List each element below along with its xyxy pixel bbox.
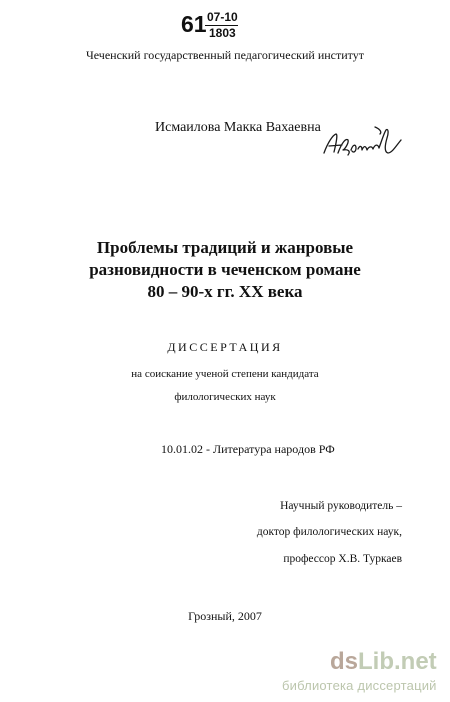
- registration-code-top: 07-10: [207, 10, 238, 24]
- degree-line: на соискание ученой степени кандидата: [131, 368, 319, 380]
- title-line: разновидности в чеченском романе: [89, 260, 361, 279]
- supervisor-line: Научный руководитель –: [280, 500, 402, 512]
- city-year: Грозный, 2007: [188, 609, 262, 623]
- registration-number: 61: [181, 11, 207, 37]
- watermark-tagline: библиотека диссертаций: [282, 678, 437, 693]
- degree-line: филологических наук: [174, 391, 276, 403]
- registration-code-bottom: 1803: [209, 26, 236, 40]
- dissertation-title: [0, 237, 450, 303]
- supervisor-line: профессор Х.В. Туркаев: [283, 553, 402, 565]
- specialty-code: 10.01.02 - Литература народов РФ: [161, 442, 335, 456]
- supervisor-line: доктор филологических наук,: [256, 526, 402, 538]
- title-line: Проблемы традиций и жанровые: [96, 238, 354, 257]
- institute-name: Чеченский государственный педагогический институт: [85, 48, 364, 62]
- watermark-logo: [330, 649, 437, 675]
- author-signature: [318, 120, 410, 168]
- author-name: Исмаилова Макка Вахаевна: [155, 120, 321, 135]
- document-type: ДИССЕРТАЦИЯ: [167, 340, 283, 354]
- watermark-logo-rest: Lib.net: [358, 648, 437, 675]
- watermark-logo-prefix: ds: [330, 648, 359, 675]
- title-line: 80 – 90-х гг. XX века: [147, 282, 303, 301]
